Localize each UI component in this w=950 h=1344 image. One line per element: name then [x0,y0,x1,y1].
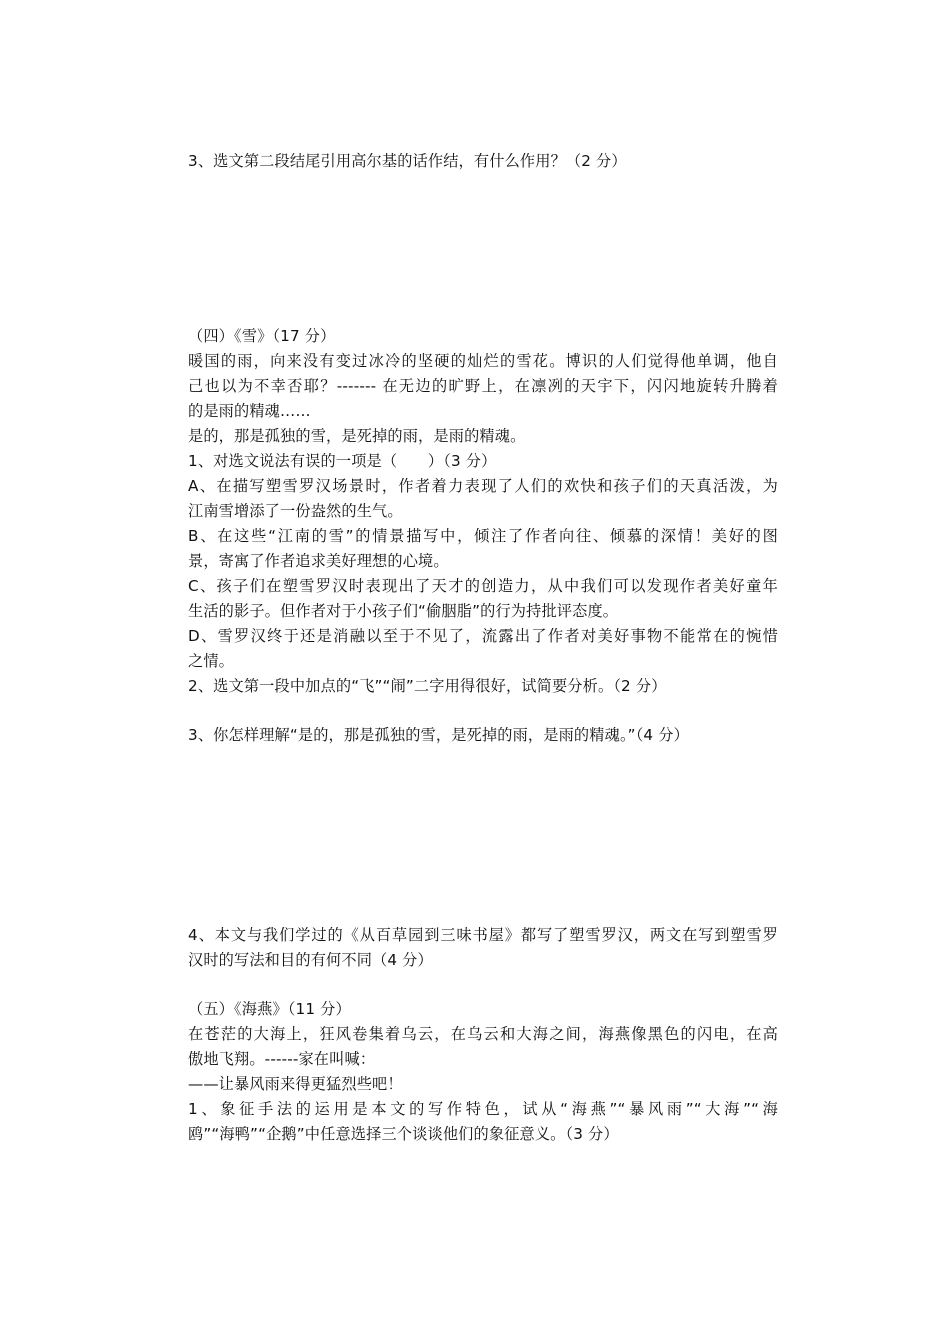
option-d-line: D、雪罗汉终于还是消融以至于不见了，流露出了作者对美好事物不能常在的惋惜 [188,627,778,645]
section4-question2: 2、选文第一段中加点的“飞”“闹”二字用得很好，试简要分析。（2 分） [188,677,667,695]
section4-title: （四）《雪》（17 分） [188,327,336,345]
option-c-line: 生活的影子。但作者对于小孩子们“偷胭脂”的行为持批评态度。 [188,602,619,620]
section5-passage-line: 傲地飞翔。------家在叫喊： [188,1050,376,1068]
section4-passage-line: 的是雨的精魂…… [188,402,311,420]
section5-passage-line: ——让暴风雨来得更猛烈些吧！ [188,1075,403,1093]
section4-question1: 1、对选文说法有误的一项是（ ）（3 分） [188,452,497,470]
section4-passage-line: 暖国的雨，向来没有变过冰冷的坚硬的灿烂的雪花。博识的人们觉得他单调，他自 [188,352,778,370]
section4-question3: 3、你怎样理解“是的，那是孤独的雪，是死掉的雨，是雨的精魂。”（4 分） [188,726,689,744]
option-b-line: B、在这些“江南的雪”的情景描写中，倾注了作者向往、倾慕的深情！美好的图 [188,527,778,545]
option-b-line: 景，寄寓了作者追求美好理想的心境。 [188,552,449,570]
option-a-line: 江南雪增添了一份盎然的生气。 [188,502,403,520]
option-c-line: C、孩子们在塑雪罗汉时表现出了天才的创造力，从中我们可以发现作者美好童年 [188,577,778,595]
section4-passage-line: 己也以为不幸否耶？------- 在无边的旷野上，在凛冽的天宇下，闪闪地旋转升腾着 [188,377,778,395]
section4-question4-line: 4、本文与我们学过的《从百草园到三味书屋》都写了塑雪罗汉，两文在写到塑雪罗 [188,926,778,944]
section5-title: （五）《海燕》（11 分） [188,1000,351,1018]
section4-question4-line: 汉时的写法和目的有何不同（4 分） [188,951,433,969]
section5-passage-line: 在苍茫的大海上，狂风卷集着乌云，在乌云和大海之间，海燕像黑色的闪电，在高 [188,1025,778,1043]
section5-question1-line: 1、象征手法的运用是本文的写作特色，试从“海燕”“暴风雨”“大海”“海 [188,1100,778,1118]
option-a-line: A、在描写塑雪罗汉场景时，作者着力表现了人们的欢快和孩子们的天真活泼，为 [188,477,778,495]
section5-question1-line: 鸥”“海鸭”“企鹅”中任意选择三个谈谈他们的象征意义。（3 分） [188,1125,619,1143]
section4-passage-line: 是的，那是孤独的雪，是死掉的雨，是雨的精魂。 [188,427,526,445]
section3-question3: 3、选文第二段结尾引用高尔基的话作结，有什么作用？（2 分） [188,152,627,170]
option-d-line: 之情。 [188,652,235,670]
